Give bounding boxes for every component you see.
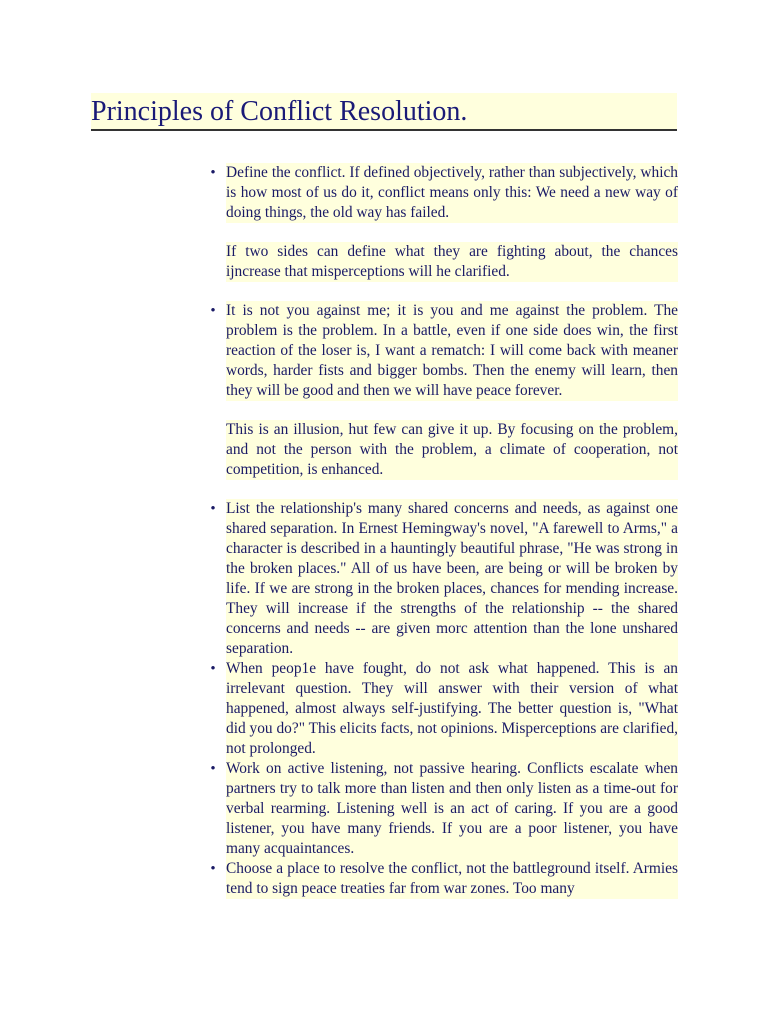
page-title: Principles of Conflict Resolution. (91, 96, 468, 127)
bullet-icon: • (210, 861, 216, 877)
list-item (200, 859, 678, 899)
bullet-icon: • (210, 661, 216, 677)
item-paragraph: If two sides can define what they are fighting about, the chances ijncrease that misperceptions will he clarified. (226, 243, 678, 280)
item-gap (200, 480, 678, 499)
principles-list (200, 163, 678, 899)
paragraph-gap (200, 223, 678, 242)
paragraph-gap (200, 401, 678, 420)
list-item (200, 301, 678, 499)
item-paragraph: List the relationship's many shared concerns and needs, as against one shared separation. In Ernest Hemingway's novel, "A farewell to Arms," a character is described in a hauntingly beautiful phrase, "He was strong in the broken places." All of us have been, are being or will be broken by life. If we are strong in the broken places, chances for mending increase. They will increase if the strengths of the relationship -- the shared concerns and needs -- are given morc attention than the lone unshared separation. (226, 500, 678, 657)
item-paragraph: It is not you against me; it is you and me against the problem. The problem is the problem. In a battle, even if one side does win, the first reaction of the loser is, I want a rematch: I will come back with meaner words, harder fists and bigger bombs. Then the enemy will learn, then they will be good and then we will have peace forever. (226, 302, 678, 399)
bullet-icon: • (210, 501, 216, 517)
list-item (200, 163, 678, 301)
item-paragraph: Choose a place to resolve the conflict, not the battleground itself. Armies tend to sign peace treaties far from war zones. Too many (226, 860, 678, 897)
list-item (200, 659, 678, 759)
item-paragraph: This is an illusion, hut few can give it up. By focusing on the problem, and not the person with the problem, a climate of cooperation, not competition, is enhanced. (226, 421, 678, 478)
bullet-icon: • (210, 165, 216, 181)
list-item (200, 759, 678, 859)
bullet-icon: • (210, 761, 216, 777)
item-paragraph: Define the conflict. If defined objectively, rather than subjectively, which is how most of us do it, conflict means only this: We need a new way of doing things, the old way has failed. (226, 164, 678, 221)
item-paragraph: Work on active listening, not passive hearing. Conflicts escalate when partners try to talk more than listen and then only listen as a time-out for verbal rearming. Listening well is an act of caring. If you are a good listener, you have many friends. If you are a poor listener, you have many acquaintances. (226, 760, 678, 857)
item-gap (200, 282, 678, 301)
list-item (200, 499, 678, 659)
item-paragraph: When peop1e have fought, do not ask what happened. This is an irrelevant question. They will answer with their version of what happened, almost always self-justifying. The better question is, "What did you do?" This elicits facts, not opinions. Misperceptions are clarified, not prolonged. (226, 660, 678, 757)
bullet-icon: • (210, 303, 216, 319)
